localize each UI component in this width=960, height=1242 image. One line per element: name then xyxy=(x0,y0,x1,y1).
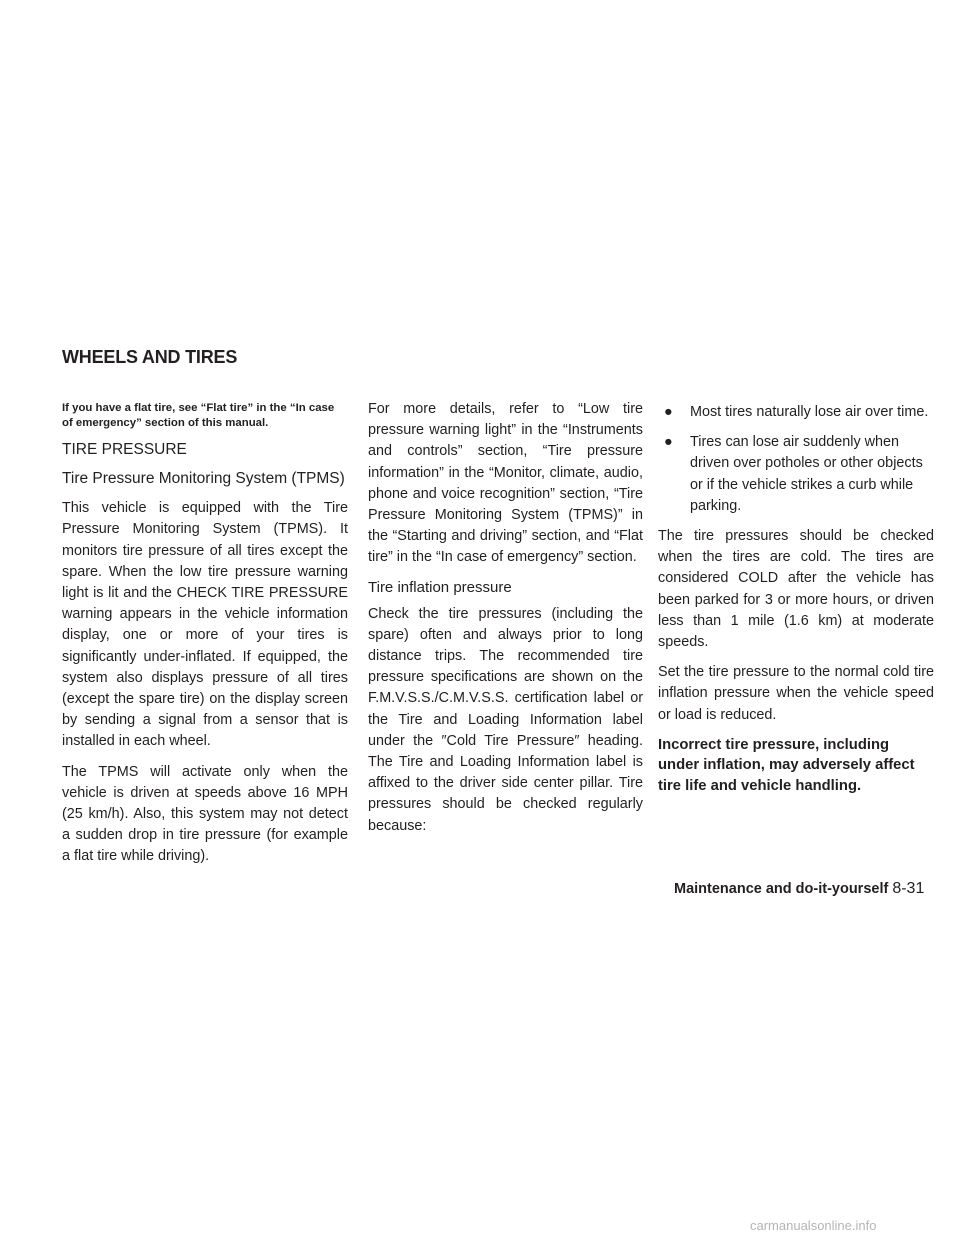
section-title: WHEELS AND TIRES xyxy=(62,347,238,367)
page-number: 8-31 xyxy=(892,880,925,897)
subheading-tpms: Tire Pressure Monitoring System (TPMS) xyxy=(62,470,345,488)
heading-tire-pressure: TIRE PRESSURE xyxy=(62,441,187,459)
bullet-icon: ● xyxy=(664,434,673,451)
paragraph-check-pressure: Check the tire pressures (including the spare) often and always prior to long distance trips. The recommended tire pressure specifications are shown on the F.M.V.S.S./C.M.V.S.S. certification label or the Tire and Loading Information label under the ″Cold Tire Pressure″ heading. The Tire and Loading Information label is affixed to the driver side center pillar. Tire pressures should be checked regularly because: xyxy=(368,605,643,834)
list-item xyxy=(658,432,934,517)
bullet-text: Tires can lose air suddenly when driven over potholes or other objects or if the vehicle strikes a curb while parking. xyxy=(690,434,923,514)
heading-tire-inflation: Tire inflation pressure xyxy=(368,578,512,596)
paragraph-check-cold: The tire pressures should be checked when the tires are cold. The tires are considered COLD after the vehicle has been parked for 3 or more hours, or driven less than 1 mile (1.6 km) at moderate speeds. xyxy=(658,528,934,651)
paragraph-set-pressure: Set the tire pressure to the normal cold tire inflation pressure when the vehicle speed or load is reduced. xyxy=(658,664,934,723)
footer-section-label: Maintenance and do-it-yourself xyxy=(674,881,889,897)
bullet-icon: ● xyxy=(664,404,673,420)
paragraph-tpms-intro: This vehicle is equipped with the Tire Pressure Monitoring System (TPMS). It monitors tire pressure of all tires except the spare. When the low tire pressure warning light is lit and the CHECK TIRE PRESSURE warning appears in the vehicle information display, one or more of your tires is significantly under-inflated. If equipped, the system also displays pressure of all tires (except the spare tire) on the display screen by sending a signal from a sensor that is installed in each wheel. xyxy=(62,500,348,750)
list-item xyxy=(658,402,934,423)
column-1 xyxy=(62,401,348,877)
column-3 xyxy=(658,402,934,805)
warning-paragraph: Incorrect tire pressure, including under inflation, may adversely affect tire life and vehicle handling. xyxy=(658,736,915,794)
bullet-text: Most tires naturally lose air over time. xyxy=(690,404,929,420)
page-footer xyxy=(674,880,924,898)
paragraph-tpms-activation: The TPMS will activate only when the vehicle is driven at speeds above 16 MPH (25 km/h). Also, this system may not detect a sudden drop in tire pressure (for example a flat tire while driving). xyxy=(62,763,348,865)
watermark: carmanualsonline.info xyxy=(750,1218,877,1233)
flat-tire-note: If you have a flat tire, see “Flat tire” in the “In case of emergency” section of this manual. xyxy=(62,402,335,429)
paragraph-more-details: For more details, refer to “Low tire pressure warning light” in the “Instruments and controls” section, “Tire pressure information” in the “Monitor, climate, audio, phone and voice recognition” section, “Tire Pressure Monitoring System (TPMS)” in the “Starting and driving” section, and “Flat tire” in the “In case of emergency” section. xyxy=(368,401,643,566)
column-2 xyxy=(368,399,643,846)
